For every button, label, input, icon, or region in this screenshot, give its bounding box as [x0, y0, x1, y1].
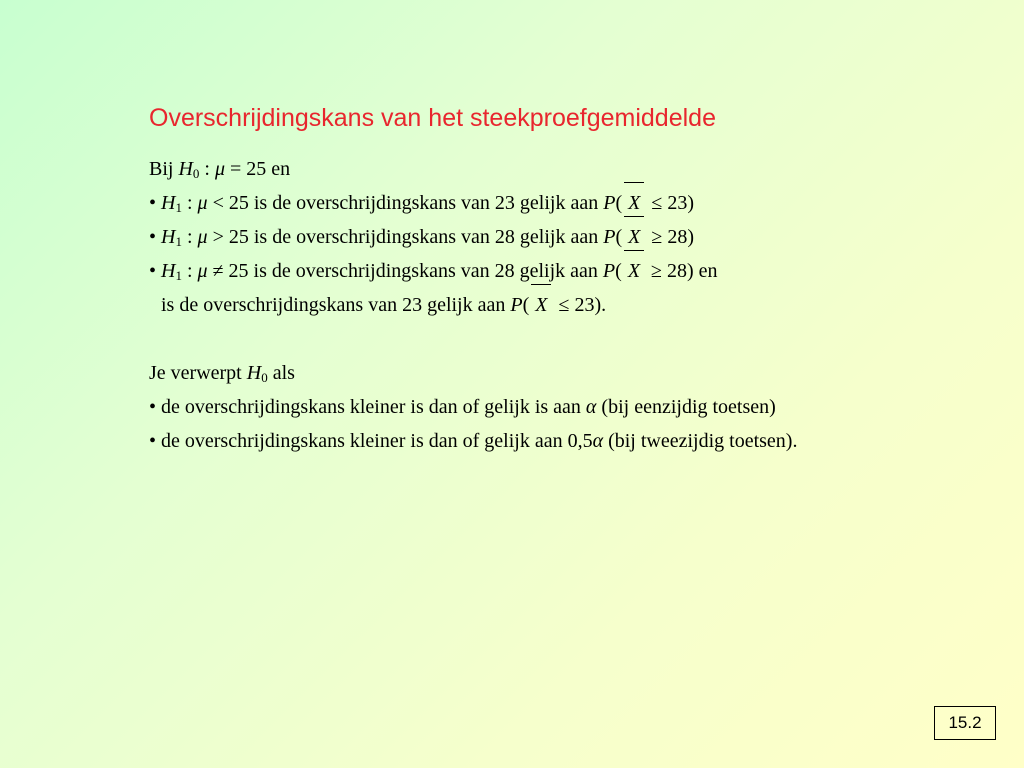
bullet-icon: •: [149, 430, 157, 452]
line-h1-notequal: [149, 254, 797, 288]
text-fragment: de overschrijdingskans kleiner is dan of gelijk aan 0,5: [156, 430, 593, 452]
text-fragment: de overschrijdingskans kleiner is dan of gelijk is aan: [156, 396, 586, 418]
subscript: 1: [175, 200, 182, 215]
text-fragment: (bij eenzijdig toetsen): [596, 396, 776, 418]
text-fragment: is de overschrijdingskans van 23 gelijk aan: [161, 294, 511, 316]
text-fragment: > 25 is de overschrijdingskans van 28 gelijk aan: [207, 226, 604, 248]
text-fragment: als: [267, 362, 295, 384]
text-fragment: (: [522, 294, 530, 316]
mu-symbol: μ: [197, 260, 208, 282]
line-h0-definition: [149, 152, 797, 186]
text-fragment: < 25 is de overschrijdingskans van 23 gelijk aan: [207, 192, 604, 214]
xbar-symbol: X: [622, 254, 646, 288]
p-symbol: P: [603, 226, 616, 248]
text-fragment: :: [199, 158, 215, 180]
p-symbol: P: [602, 260, 616, 282]
text-fragment: :: [181, 260, 198, 282]
text-fragment: Bij: [149, 158, 179, 180]
subscript: 1: [175, 268, 182, 283]
page-number-box: [934, 706, 996, 740]
subscript: 1: [175, 234, 182, 249]
subscript: 0: [261, 370, 268, 385]
text-fragment: ≤ 23).: [553, 294, 607, 316]
alpha-symbol: α: [585, 396, 597, 418]
line-reject-heading: [149, 356, 797, 390]
text-fragment: Je verwerpt: [149, 362, 247, 384]
text-fragment: ≤ 23): [646, 192, 694, 214]
mu-symbol: μ: [214, 158, 226, 180]
mu-symbol: μ: [197, 192, 208, 214]
xbar-symbol: X: [529, 288, 553, 322]
text-fragment: ≥ 28) en: [646, 260, 718, 282]
h-symbol: H: [161, 260, 176, 282]
subscript: 0: [192, 166, 200, 181]
bullet-icon: •: [149, 192, 157, 214]
text-fragment: = 25 en: [225, 158, 291, 180]
line-reject-onesided: [149, 390, 797, 424]
line-h1-notequal-continued: [149, 288, 797, 322]
p-symbol: P: [510, 294, 523, 316]
xbar-symbol: X: [622, 220, 646, 254]
text-fragment: (: [615, 192, 623, 214]
line-h1-greater: [149, 220, 797, 254]
bullet-icon: •: [149, 260, 157, 282]
line-reject-twosided: [149, 424, 797, 458]
text-fragment: ≥ 28): [646, 226, 694, 248]
alpha-symbol: α: [592, 430, 604, 452]
mu-symbol: μ: [197, 226, 208, 248]
p-symbol: P: [603, 192, 616, 214]
xbar-symbol: X: [622, 186, 646, 220]
h-symbol: H: [178, 158, 193, 180]
h-symbol: H: [161, 192, 176, 214]
text-fragment: :: [181, 192, 198, 214]
line-h1-less: [149, 186, 797, 220]
text-fragment: (bij tweezijdig toetsen).: [603, 430, 798, 452]
slide-body: [149, 152, 797, 458]
slide-title: Overschrijdingskans van het steekproefgemiddelde: [149, 104, 716, 132]
text-fragment: (: [615, 226, 623, 248]
text-fragment: ≠ 25 is de overschrijdingskans van 28 gelijk aan: [207, 260, 603, 282]
h-symbol: H: [246, 362, 262, 384]
line-spacer: [149, 322, 797, 356]
h-symbol: H: [161, 226, 176, 248]
bullet-icon: •: [149, 396, 157, 418]
page-number: 15.2: [948, 713, 982, 732]
bullet-icon: •: [149, 226, 157, 248]
text-fragment: :: [181, 226, 198, 248]
text-fragment: (: [615, 260, 622, 282]
